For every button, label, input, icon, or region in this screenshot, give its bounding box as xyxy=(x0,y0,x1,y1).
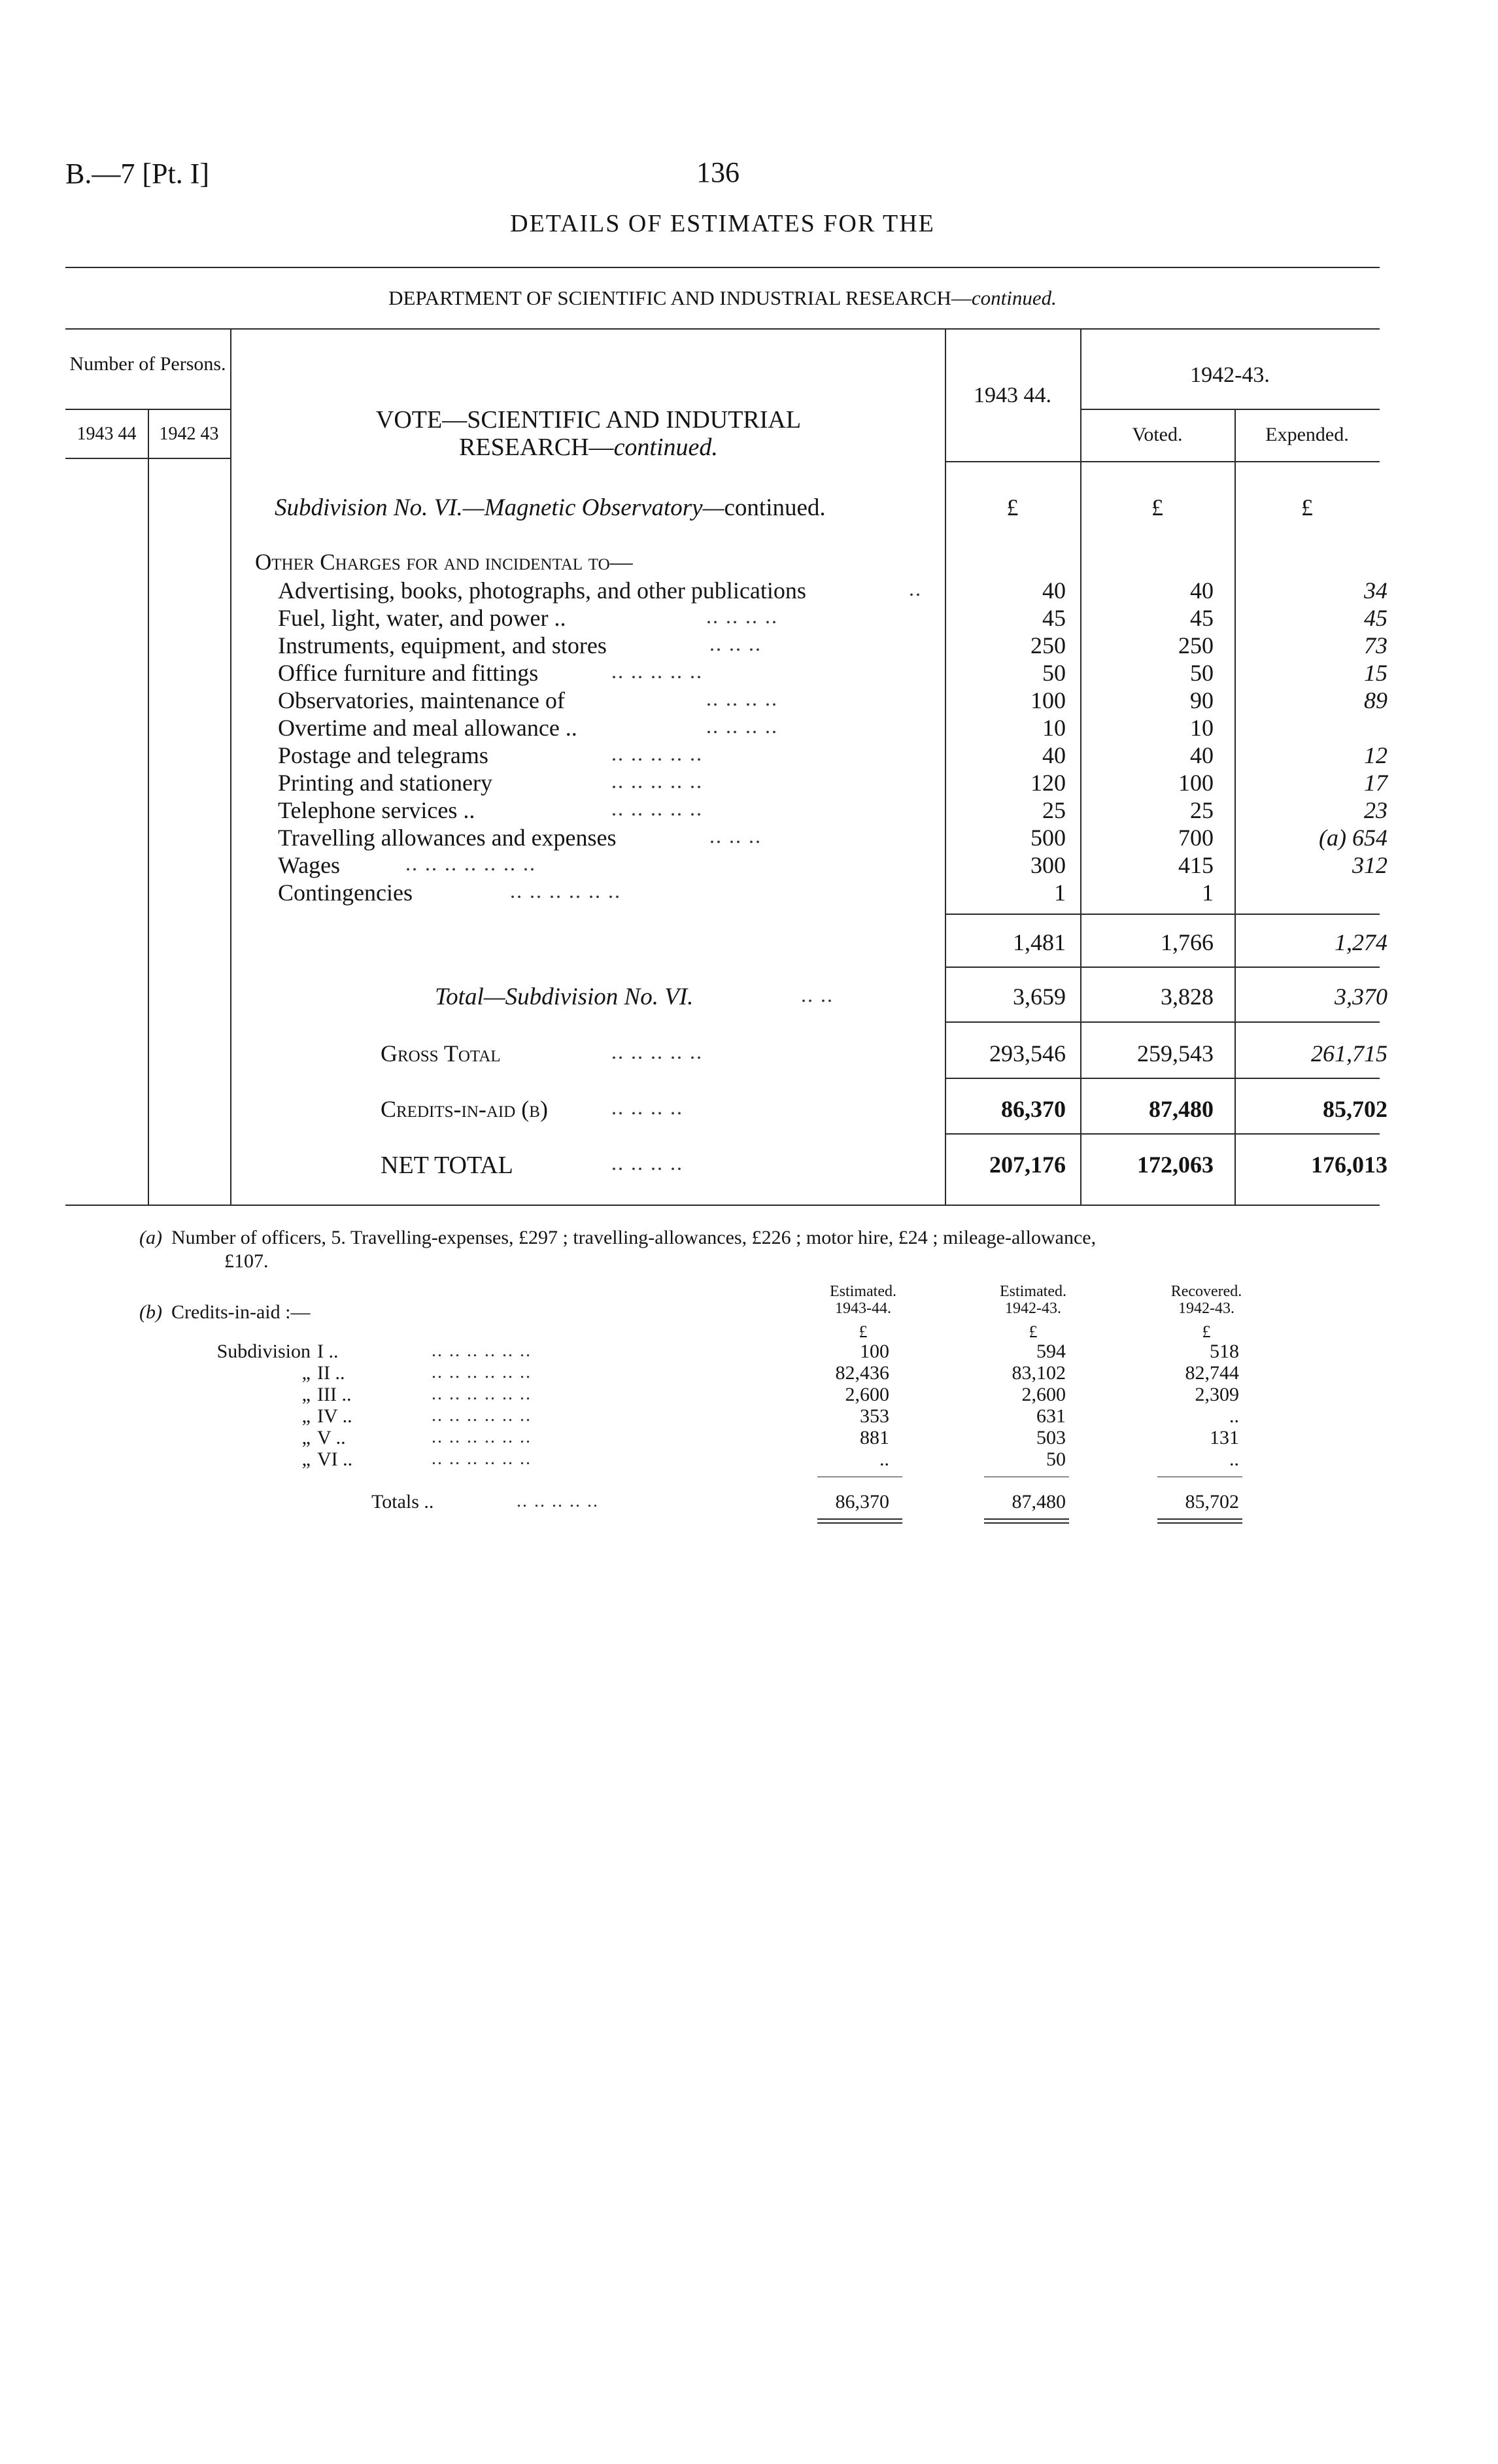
credits-row-est: 2,600 xyxy=(845,1384,889,1405)
credits-row-dots: .. .. .. .. .. .. xyxy=(432,1405,532,1426)
item-expended: 23 xyxy=(1364,797,1387,823)
item-expended: 45 xyxy=(1364,605,1387,631)
credits-row-est2: 50 xyxy=(1046,1448,1066,1470)
item-label: Printing and stationery xyxy=(278,770,492,796)
credits-col3-head: Recovered. xyxy=(1170,1283,1242,1300)
item-est: 40 xyxy=(1042,742,1066,768)
item-dots: .. .. .. .. xyxy=(706,604,778,628)
persons-divider xyxy=(148,409,149,1205)
desc-left-rule xyxy=(230,328,231,1205)
item-voted: 250 xyxy=(1178,632,1214,659)
credits-row-est: .. xyxy=(879,1448,889,1470)
credits-row-est2: 2,600 xyxy=(1021,1384,1066,1405)
item-label: Overtime and meal allowance .. xyxy=(278,715,577,741)
credits-row-prefix: „ xyxy=(301,1448,311,1470)
credits-totals-rec: 85,702 xyxy=(1185,1491,1239,1513)
item-voted: 40 xyxy=(1190,577,1214,604)
estimate-year-heading: 1943 44. xyxy=(974,383,1051,407)
credits-double-rule-2a xyxy=(984,1518,1069,1520)
expended-heading: Expended. xyxy=(1265,424,1349,445)
page-number: 136 xyxy=(696,156,740,188)
credits-in-aid-rule xyxy=(945,1133,1380,1135)
credits-row-prefix: Subdivision xyxy=(216,1341,311,1362)
item-expended: 73 xyxy=(1364,632,1387,659)
item-dots: .. .. .. .. xyxy=(706,687,778,710)
net-total-dots: .. .. .. .. xyxy=(611,1151,683,1174)
subdivision-cont: continued. xyxy=(724,494,826,521)
item-est: 50 xyxy=(1042,660,1066,686)
item-est: 250 xyxy=(1030,632,1066,659)
total-subdivision-dots: .. .. xyxy=(801,983,834,1006)
item-est: 1 xyxy=(1054,880,1066,906)
subtotal-expended: 1,274 xyxy=(1335,929,1387,955)
credits-row-num: IV .. xyxy=(317,1405,352,1427)
colhead-rule xyxy=(945,461,1380,462)
item-label: Travelling allowances and expenses xyxy=(278,825,617,851)
subtotal-rule xyxy=(945,914,1380,915)
page-title: DETAILS OF ESTIMATES FOR THE xyxy=(510,210,935,237)
footnote-a-marker: (a) xyxy=(139,1227,162,1248)
credits-row-rec: 2,309 xyxy=(1195,1384,1239,1405)
item-dots: .. .. .. .. .. xyxy=(611,796,703,820)
item-est: 10 xyxy=(1042,715,1066,741)
subtotal-bottom-rule xyxy=(945,967,1380,968)
credits-row-dots: .. .. .. .. .. .. xyxy=(432,1427,532,1447)
gross-total-dots: .. .. .. .. .. xyxy=(611,1040,703,1063)
vote-title-research: RESEARCH— xyxy=(459,433,614,461)
credits-row-dots: .. .. .. .. .. .. xyxy=(432,1341,532,1361)
footnote-a-line1: Number of officers, 5. Travelling-expenses, £297 ; travelling-allowances, £226 ; motor hire, £24 ; mileage-allowance, xyxy=(171,1227,1097,1248)
credits-currency-1: £ xyxy=(859,1322,868,1341)
persons-col-1942: 1942 43 xyxy=(159,424,219,444)
credits-in-aid-dots: .. .. .. .. xyxy=(611,1095,683,1119)
item-voted: 25 xyxy=(1190,797,1214,823)
voted-left-rule xyxy=(1080,328,1081,1205)
credits-row-rec: 82,744 xyxy=(1185,1362,1239,1384)
net-total-label: NET TOTAL xyxy=(381,1152,513,1179)
credits-in-aid-expended: 85,702 xyxy=(1323,1096,1387,1122)
item-dots: .. .. .. .. .. xyxy=(611,659,703,683)
header-rule xyxy=(65,267,1380,268)
credits-double-rule-3b xyxy=(1157,1522,1242,1524)
expended-left-rule xyxy=(1234,409,1236,1205)
credits-row-prefix: „ xyxy=(301,1427,311,1448)
credits-row-num: II .. xyxy=(317,1362,345,1384)
department-cont: continued. xyxy=(971,286,1057,309)
item-voted: 1 xyxy=(1202,880,1214,906)
credits-row-prefix: „ xyxy=(301,1362,311,1384)
subtotal-est: 1,481 xyxy=(1013,929,1066,955)
credits-row-prefix: „ xyxy=(301,1405,311,1427)
credits-row-num: VI .. xyxy=(317,1448,353,1470)
item-dots: .. .. .. .. xyxy=(706,714,778,738)
subdivision-name: Subdivision No. VI.—Magnetic Observatory— xyxy=(275,494,724,521)
credits-row-num: I .. xyxy=(317,1341,339,1362)
credits-double-rule-2b xyxy=(984,1522,1069,1524)
credits-row-est2: 631 xyxy=(1036,1405,1066,1427)
credits-row-est2: 503 xyxy=(1036,1427,1066,1448)
item-label: Observatories, maintenance of xyxy=(278,687,565,713)
credits-row-est: 881 xyxy=(860,1427,889,1448)
item-label: Office furniture and fittings xyxy=(278,660,539,686)
footnote-b-marker: (b) xyxy=(139,1301,162,1323)
item-dots: .. .. .. xyxy=(709,632,762,655)
item-expended: 17 xyxy=(1364,770,1387,796)
net-total-est: 207,176 xyxy=(989,1152,1066,1178)
item-est: 45 xyxy=(1042,605,1066,631)
item-voted: 45 xyxy=(1190,605,1214,631)
voted-heading: Voted. xyxy=(1132,424,1183,445)
currency-est: £ xyxy=(1006,494,1019,521)
item-label: Fuel, light, water, and power .. xyxy=(278,605,566,631)
credits-totals-dots: .. .. .. .. .. xyxy=(517,1491,599,1511)
credits-in-aid-label: Credits-in-aid (b) xyxy=(381,1096,548,1122)
item-label: Telephone services .. xyxy=(278,797,475,823)
credits-currency-3: £ xyxy=(1202,1322,1211,1341)
credits-col3-year: 1942-43. xyxy=(1178,1300,1234,1317)
total-subdivision-expended: 3,370 xyxy=(1335,984,1387,1010)
other-charges-heading: Other Charges for and incidental to— xyxy=(255,549,633,575)
vote-title-line2 xyxy=(242,434,935,462)
item-voted: 10 xyxy=(1190,715,1214,741)
credits-col2-head: Estimated. xyxy=(1000,1283,1066,1300)
credits-row-est2: 594 xyxy=(1036,1341,1066,1362)
subdivision-title xyxy=(275,494,826,522)
item-expended: 15 xyxy=(1364,660,1387,686)
credits-totals-est2: 87,480 xyxy=(1012,1491,1066,1513)
persons-col-1943: 1943 44 xyxy=(77,424,137,444)
item-label: Advertising, books, photographs, and other publications xyxy=(278,577,806,604)
item-est: 40 xyxy=(1042,577,1066,604)
credits-row-rec: .. xyxy=(1229,1448,1239,1470)
item-est: 500 xyxy=(1030,825,1066,851)
credits-double-rule-3a xyxy=(1157,1518,1242,1520)
credits-double-rule-1b xyxy=(817,1522,902,1524)
vote-title xyxy=(242,407,935,462)
credits-col1-year: 1943-44. xyxy=(835,1300,891,1317)
item-label: Postage and telegrams xyxy=(278,742,488,768)
credits-row-rec: 131 xyxy=(1210,1427,1239,1448)
credits-row-est: 100 xyxy=(860,1341,889,1362)
item-voted: 415 xyxy=(1178,852,1214,878)
total-subdivision-label: Total—Subdivision No. VI. xyxy=(435,984,694,1010)
item-est: 120 xyxy=(1030,770,1066,796)
credits-col2-year: 1942-43. xyxy=(1005,1300,1061,1317)
currency-expended: £ xyxy=(1301,494,1313,521)
item-label: Contingencies xyxy=(278,880,413,906)
vote-title-cont: continued. xyxy=(613,433,718,461)
credits-row-dots: .. .. .. .. .. .. xyxy=(432,1448,532,1469)
credits-currency-2: £ xyxy=(1029,1322,1038,1341)
net-total-expended: 176,013 xyxy=(1311,1152,1387,1178)
credits-row-est: 82,436 xyxy=(835,1362,889,1384)
item-expended: 312 xyxy=(1352,852,1387,878)
credits-row-num: V .. xyxy=(317,1427,346,1448)
credits-in-aid-voted: 87,480 xyxy=(1149,1096,1214,1122)
gross-total-expended: 261,715 xyxy=(1311,1040,1387,1067)
credits-row-num: III .. xyxy=(317,1384,352,1405)
credits-totals-est: 86,370 xyxy=(835,1491,889,1513)
item-label: Instruments, equipment, and stores xyxy=(278,632,607,659)
credits-col1-head: Estimated. xyxy=(830,1283,896,1300)
table-bottom-rule xyxy=(65,1205,1380,1206)
credits-double-rule-1a xyxy=(817,1518,902,1520)
item-voted: 50 xyxy=(1190,660,1214,686)
item-expended: (a) 654 xyxy=(1319,825,1387,851)
footnote-a-line2: £107. xyxy=(224,1250,269,1272)
gross-total-voted: 259,543 xyxy=(1137,1040,1214,1067)
item-voted: 100 xyxy=(1178,770,1214,796)
item-voted: 700 xyxy=(1178,825,1214,851)
item-dots: .. .. .. xyxy=(709,824,762,847)
currency-voted: £ xyxy=(1151,494,1163,521)
credits-totals-label: Totals .. xyxy=(371,1491,434,1513)
item-label: Wages xyxy=(278,852,341,878)
item-voted: 90 xyxy=(1190,687,1214,713)
item-dots: .. xyxy=(909,577,922,600)
item-est: 25 xyxy=(1042,797,1066,823)
item-dots: .. .. .. .. .. xyxy=(611,769,703,793)
total-subdivision-rule xyxy=(945,1021,1380,1023)
item-expended: 12 xyxy=(1364,742,1387,768)
item-dots: .. .. .. .. .. .. xyxy=(510,879,621,902)
previous-year-heading: 1942-43. xyxy=(1190,363,1270,387)
credits-row-est2: 83,102 xyxy=(1012,1362,1066,1384)
subtotal-voted: 1,766 xyxy=(1161,929,1214,955)
prevyear-head-rule xyxy=(1080,409,1380,410)
net-total-voted: 172,063 xyxy=(1137,1152,1214,1178)
credits-row-est: 353 xyxy=(860,1405,889,1427)
item-voted: 40 xyxy=(1190,742,1214,768)
table-top-rule xyxy=(65,328,1380,330)
est-left-rule xyxy=(945,328,946,1205)
gross-total-est: 293,546 xyxy=(989,1040,1066,1067)
credits-row-dots: .. .. .. .. .. .. xyxy=(432,1362,532,1382)
credits-row-dots: .. .. .. .. .. .. xyxy=(432,1384,532,1404)
department-heading xyxy=(196,286,1249,310)
footnote-b-label: Credits-in-aid :— xyxy=(171,1301,311,1323)
item-dots: .. .. .. .. .. xyxy=(611,742,703,765)
item-expended: 34 xyxy=(1364,577,1387,604)
total-subdivision-voted: 3,828 xyxy=(1161,984,1214,1010)
item-dots: .. .. .. .. .. .. .. xyxy=(405,851,536,875)
credits-row-rec: 518 xyxy=(1210,1341,1239,1362)
vote-title-line1: VOTE—SCIENTIFIC AND INDUTRIAL xyxy=(375,406,802,434)
total-subdivision-est: 3,659 xyxy=(1013,984,1066,1010)
credits-row-prefix: „ xyxy=(301,1384,311,1405)
item-expended: 89 xyxy=(1364,687,1387,713)
credits-row-rec: .. xyxy=(1229,1405,1239,1427)
item-est: 100 xyxy=(1030,687,1066,713)
page-reference: B.—7 [Pt. I] xyxy=(65,158,209,190)
credits-in-aid-est: 86,370 xyxy=(1001,1096,1066,1122)
gross-total-label: Gross Total xyxy=(381,1040,501,1067)
number-of-persons-heading: Number of Persons. xyxy=(69,353,226,375)
gross-total-rule xyxy=(945,1078,1380,1079)
department-name: DEPARTMENT OF SCIENTIFIC AND INDUSTRIAL RESEARCH— xyxy=(388,286,972,309)
item-est: 300 xyxy=(1030,852,1066,878)
